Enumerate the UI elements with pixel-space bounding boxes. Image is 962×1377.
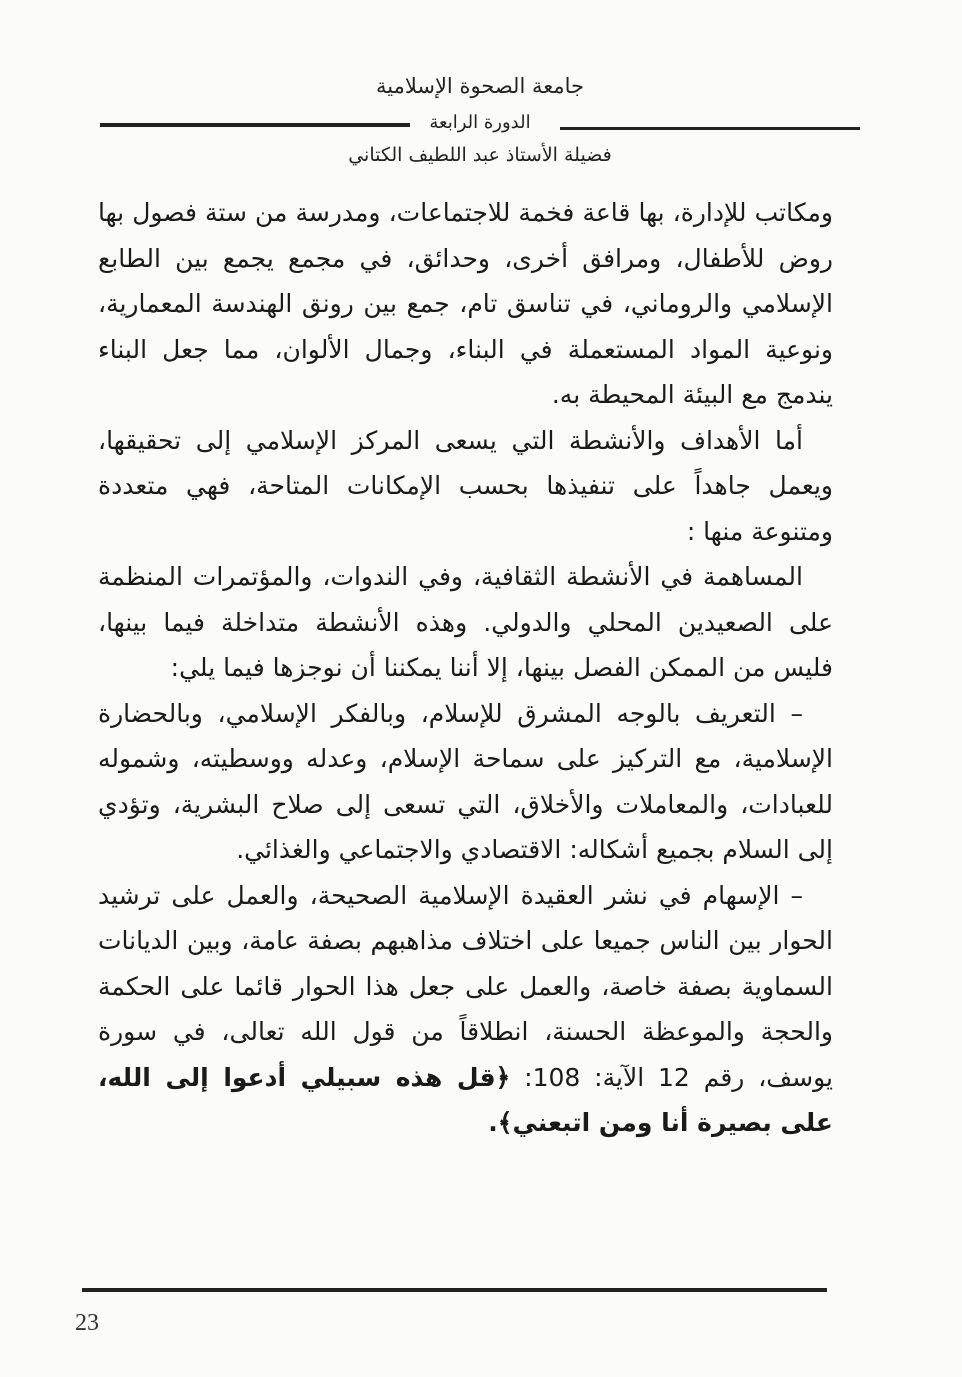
footer-rule xyxy=(82,1288,827,1292)
page-number: 23 xyxy=(75,1310,99,1336)
paragraph-4: – التعريف بالوجه المشرق للإسلام، وبالفكر الإسلامي، وبالحضارة الإسلامية، مع التركيز على سماحة الإسلام، وعدله ووسطيته، وشموله للعبادات، والمعاملات والأخلاق، التي تسعى إلى صلاح البشرية، وتؤدي إلى السلام بجميع أشكاله: الاقتصادي والاجتماعي والغذائي. xyxy=(98,698,833,864)
paragraph-2: أما الأهداف والأنشطة التي يسعى المركز الإسلامي إلى تحقيقها، ويعمل جاهداً على تنفيذها بحسب الإمكانات المتاحة، فهي متعددة ومتنوعة منها : xyxy=(98,425,833,546)
page-header xyxy=(100,70,860,180)
header-author: فضيلة الأستاذ عبد اللطيف الكتاني xyxy=(348,144,612,166)
quran-verse: ﴿قل هذه سبيلي أدعوا إلى الله، على بصيرة أنا ومن اتبعني﴾. xyxy=(98,1062,833,1137)
body-text xyxy=(98,190,833,1146)
header-rule-row xyxy=(100,114,860,136)
header-session: الدورة الرابعة xyxy=(429,112,531,133)
paragraph-5 xyxy=(98,873,833,1146)
paragraph-3: المساهمة في الأنشطة الثقافية، وفي الندوات، والمؤتمرات المنظمة على الصعيدين المحلي والدولي. وهذه الأنشطة متداخلة فيما بينها، فليس من الممكن الفصل بينها، إلا أننا يمكننا أن نوجزها فيما يلي: xyxy=(98,562,833,682)
paragraph-1: ومكاتب للإدارة، بها قاعة فخمة للاجتماعات، ومدرسة من ستة فصول بها روض للأطفال، ومرافق أخرى، وحدائق، في مجمع يجمع بين الطابع الإسلامي والروماني، في تناسق تام، جمع بين رونق الهندسة المعمارية، ونوعية المواد المستعملة في البناء، وجمال الألوان، مما جعل البناء يندمج مع البيئة المحيطة به. xyxy=(98,198,833,409)
paragraph-5-text: – الإسهام في نشر العقيدة الإسلامية الصحيحة، والعمل على ترشيد الحوار بين الناس جميعا على اختلاف مذاهبهم بصفة عامة، وبين الديانات السماوية بصفة خاصة، والعمل على جعل هذا الحوار قائما على الحكمة والحجة والموعظة الحسنة، انطلاقاً من قول الله تعالى، في سورة يوسف، رقم 12 الآية: 108: xyxy=(98,880,834,1092)
header-title: جامعة الصحوة الإسلامية xyxy=(375,74,584,98)
